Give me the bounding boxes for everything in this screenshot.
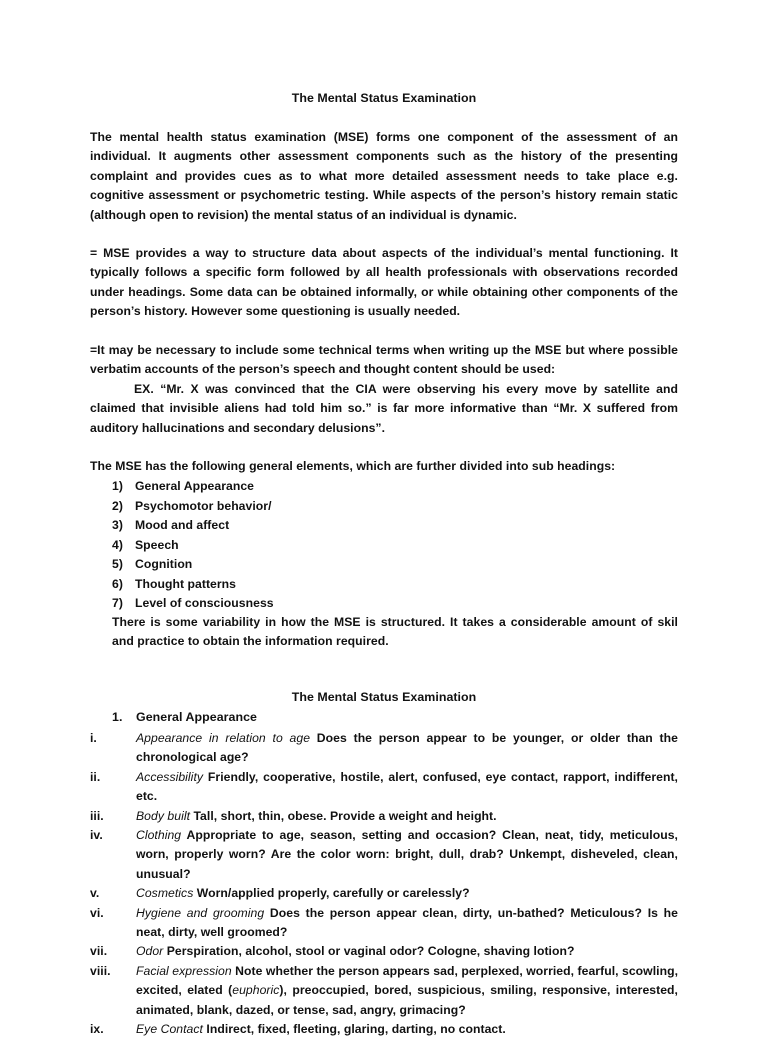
roman-number: iii.	[90, 808, 104, 823]
elements-list	[90, 477, 678, 614]
list-number: 5)	[112, 557, 123, 571]
roman-number: ix.	[90, 1022, 104, 1037]
example-paragraph	[90, 380, 678, 438]
example-text: EX. “Mr. X was convinced that the CIA were observing his every move by satellite and claimed that invisible aliens had told him so.” is far more informative than “Mr. X suffered from auditory hallucinations and secondary delusions”.	[90, 382, 678, 435]
list-label: Level of consciousness	[135, 596, 274, 610]
item-term: Eye Contact	[136, 1022, 203, 1037]
roman-number: v.	[90, 886, 100, 901]
list-label: Speech	[135, 537, 179, 552]
list-label: Thought patterns	[135, 576, 236, 591]
item-term: Clothing	[136, 828, 182, 843]
appearance-item	[90, 768, 678, 807]
list-number: 1)	[112, 479, 123, 493]
item-text: Friendly, cooperative, hostile, alert, confused, eye contact, rapport, indifferent, etc.	[136, 769, 678, 804]
item-text: Does the person appear to be younger, or older than the chronological age?	[136, 731, 678, 765]
list-label: Psychomotor behavior/	[135, 498, 272, 513]
list-item	[90, 536, 678, 556]
item-term: Facial expression	[136, 963, 232, 978]
item-term: Accessibility	[136, 769, 204, 784]
item-term: Appearance in relation to age	[136, 731, 311, 745]
variability-paragraph: There is some variability in how the MSE is structured. It takes a considerable amount of skil and practice to obtain the information required.	[112, 615, 678, 649]
appearance-item	[90, 884, 678, 903]
roman-number: ii.	[90, 769, 101, 784]
item-term: Body built	[136, 808, 191, 823]
roman-number: iv.	[90, 828, 103, 843]
list-number: 3)	[112, 518, 123, 532]
roman-number: vii.	[90, 944, 108, 959]
appearance-item	[90, 1020, 678, 1039]
appearance-item	[90, 729, 678, 768]
list-label: General Appearance	[135, 479, 254, 493]
section-label: General Appearance	[136, 710, 257, 724]
item-text: Does the person appear clean, dirty, un-bathed? Meticulous? Is he neat, dirty, well groomed?	[136, 905, 679, 940]
appearance-item	[90, 826, 678, 884]
list-number: 7)	[112, 596, 123, 610]
roman-number: i.	[90, 731, 97, 745]
item-term-inline: euphoric	[232, 983, 280, 998]
list-label: Mood and affect	[135, 518, 230, 532]
appearance-item	[90, 904, 678, 943]
list-item	[90, 555, 678, 575]
item-text: Worn/applied properly, carefully or carelessly?	[193, 886, 470, 901]
page-title: The Mental Status Examination	[291, 91, 477, 105]
list-number: 6)	[112, 576, 123, 591]
item-text: Perspiration, alcohol, stool or vaginal odor? Cologne, shaving lotion?	[163, 944, 575, 959]
list-item	[90, 594, 678, 614]
list-number: 2)	[112, 498, 123, 513]
section-heading	[112, 710, 257, 724]
roman-number: viii.	[90, 963, 111, 978]
item-text-continued: ), preoccupied, bored, suspicious, smiling, responsive, interested, animated, blank, dazed, or tense, sad, angry, grimacing?	[136, 983, 678, 1017]
appearance-item	[90, 942, 678, 961]
item-term: Odor	[136, 944, 164, 959]
technical-terms-paragraph: =It may be necessary to include some technical terms when writing up the MSE but where possible verbatim accounts of the person’s speech and thought content should be used:	[90, 343, 678, 377]
item-term: Hygiene and grooming	[136, 905, 265, 920]
intro-paragraph: The mental health status examination (MSE) forms one component of the assessment of an individual. It augments other assessment components such as the history of the presenting complaint and provides cues as to what more detailed assessment needs to take place e.g. cognitive assessment or psychometric testing. While aspects of the person’s history remain static (although open to revision) the mental status of an individual is dynamic.	[90, 130, 678, 222]
list-item	[90, 575, 678, 595]
appearance-list	[90, 729, 678, 1040]
list-item	[90, 516, 678, 536]
item-text: Indirect, fixed, fleeting, glaring, darting, no contact.	[202, 1022, 506, 1037]
section-title: The Mental Status Examination	[291, 690, 477, 704]
appearance-item	[90, 807, 678, 826]
structure-paragraph: = MSE provides a way to structure data about aspects of the individual’s mental functioning. It typically follows a specific form followed by all health professionals with observations recorded under headings. Some data can be obtained informally, or while obtaining other components of the person’s history. However some questioning is usually needed.	[90, 246, 678, 319]
list-item	[90, 497, 678, 517]
roman-number: vi.	[90, 905, 104, 920]
elements-intro: The MSE has the following general elements, which are further divided into sub headings:	[90, 459, 616, 473]
item-text: Note whether the person appears sad, perplexed, worried, fearful, scowling, excited, elated (	[136, 963, 679, 998]
list-item	[90, 477, 678, 497]
list-number: 4)	[112, 537, 123, 552]
list-label: Cognition	[135, 557, 193, 571]
item-term: Cosmetics	[136, 886, 194, 901]
item-text: Tall, short, thin, obese. Provide a weight and height.	[190, 808, 497, 823]
item-text: Appropriate to age, season, setting and occasion? Clean, neat, tidy, meticulous, worn, properly worn? Are the color worn: bright, dull, drab? Unkempt, disheveled, clean, unusual?	[136, 828, 678, 881]
appearance-item	[90, 962, 678, 1020]
section-number: 1.	[112, 710, 123, 724]
